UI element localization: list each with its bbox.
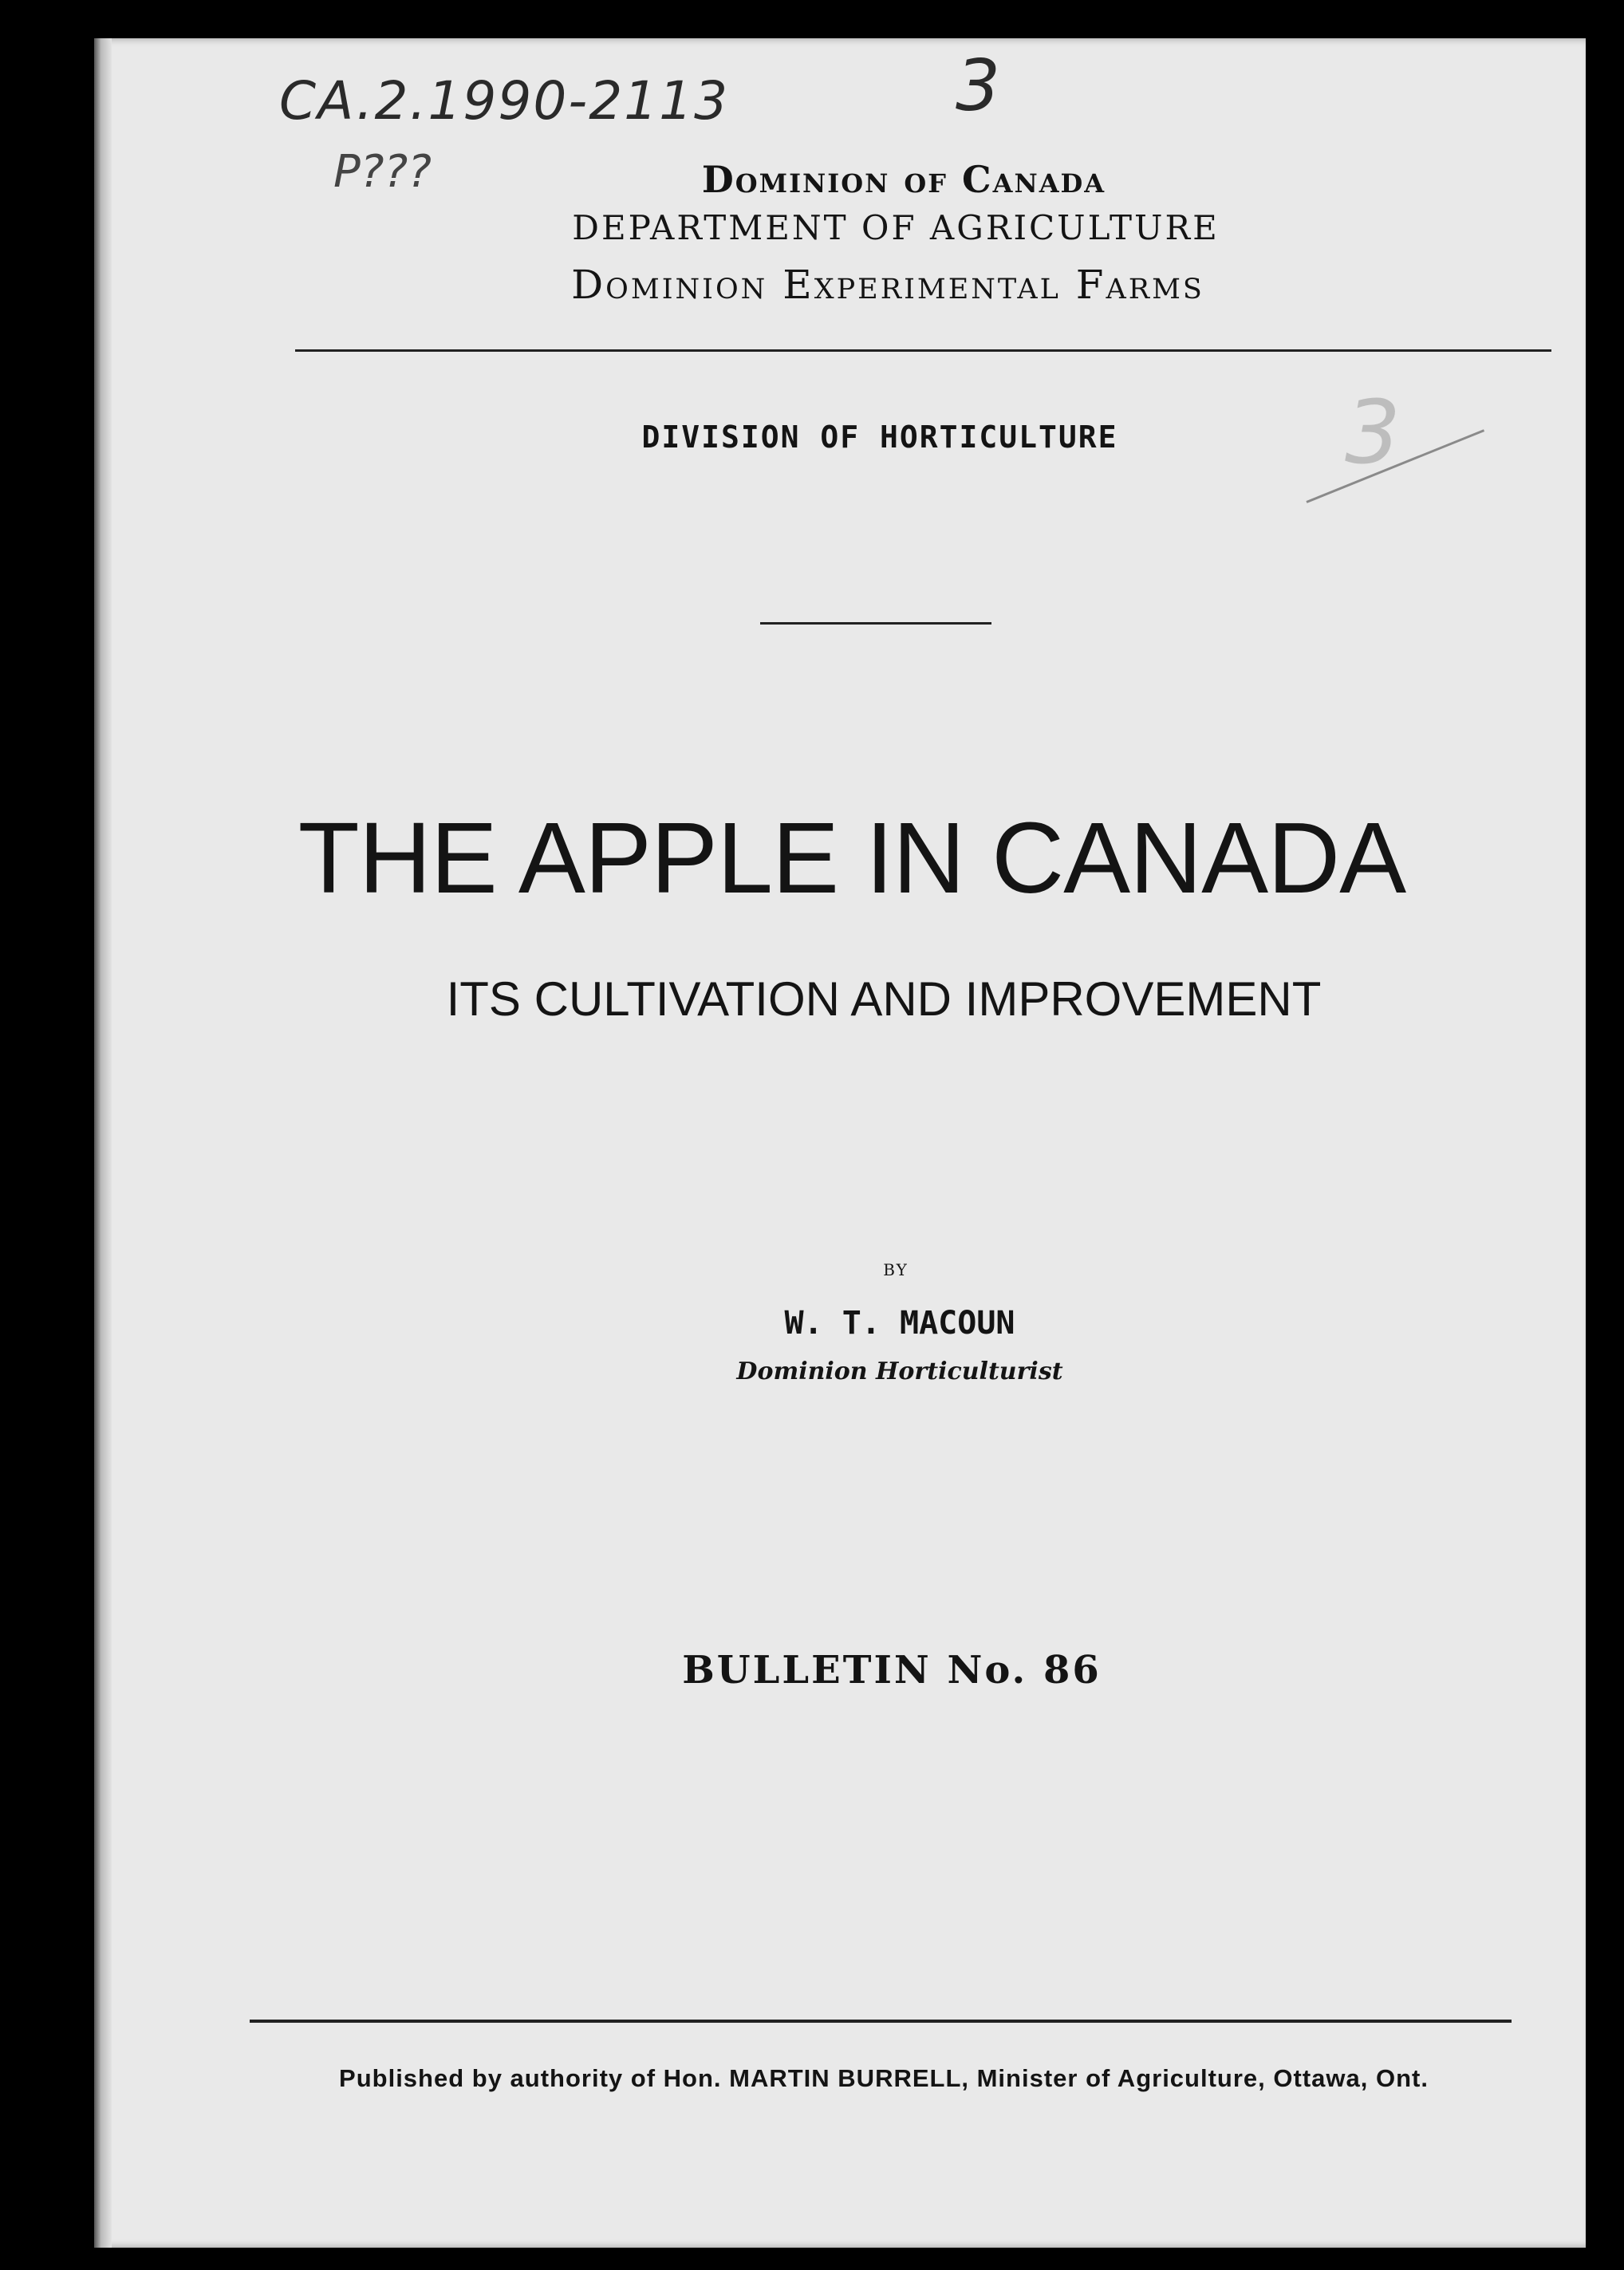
bulletin-number: BULLETIN No. 86 (682, 1648, 1102, 1693)
divider-short (760, 622, 991, 625)
header-experimental-farms: Dominion Experimental Farms (571, 262, 1204, 308)
footer-rule (250, 2020, 1512, 2023)
author-name: W. T. MACOUN (784, 1305, 1015, 1342)
handwritten-number-top: 3 (956, 45, 1000, 127)
handwritten-number-right: 3 (1345, 381, 1401, 483)
document-page (94, 38, 1586, 2248)
division-label: DIVISION OF HORTICULTURE (641, 420, 1118, 455)
author-role: Dominion Horticulturist (736, 1358, 1063, 1385)
header-dominion-of-canada: Dominion of Canada (701, 158, 1106, 201)
footer-publisher-note: Published by authority of Hon. MARTIN BURRELL, Minister of Agriculture, Ottawa, Ont. (339, 2064, 1429, 2092)
document-subtitle: ITS CULTIVATION AND IMPROVEMENT (446, 972, 1322, 1026)
header-rule (295, 349, 1551, 352)
document-title: THE APPLE IN CANADA (298, 802, 1406, 914)
handwritten-catalog-number: CA.2.1990-2113 (279, 70, 730, 132)
binding-spine (94, 38, 112, 2248)
handwritten-catalog-sub: P??? (333, 146, 432, 198)
header-department-of-agriculture: DEPARTMENT OF AGRICULTURE (572, 208, 1220, 247)
by-label: BY (883, 1260, 909, 1279)
